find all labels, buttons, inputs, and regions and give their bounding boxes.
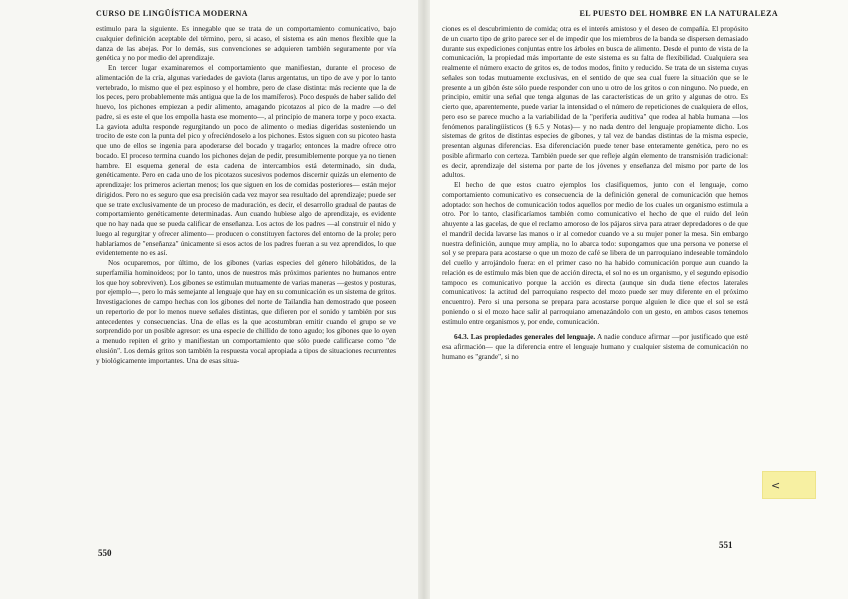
section-text: A nadie conduce afirmar —por justificado que esté esa afirmación— que la diferencia entre el lenguaje humano y cualquier sistema de comunicación no humano es "grande", si no bbox=[442, 332, 748, 361]
left-running-head: CURSO DE LINGÜÍSTICA MODERNA bbox=[96, 9, 248, 18]
chevron-left-icon: < bbox=[771, 478, 781, 492]
left-page-text bbox=[96, 24, 396, 365]
book-gutter bbox=[418, 0, 430, 599]
highlight-annotation[interactable] bbox=[762, 471, 816, 499]
left-paragraph-1: estímulo para la siguiente. Es innegable que se trata de un comportamiento comunicativo, bajo cualquier definición aceptable del término, pero, si acaso, el sistema es aún menos flexible que la danza de las abejas. Por lo demás, sus convenciones se adquieren también seguramente por vía genética y no por medio del aprendizaje. bbox=[96, 24, 396, 63]
left-paragraph-3: Nos ocuparemos, por último, de los gibones (varias especies del género hilobátidos, de la superfamilia hominoideos; por lo tanto, unos de nuestros más próximos parientes no humanos entre los que hoy sobreviven). Los gibones se estimulan mutuamente de varias maneras —gestos y posturas, por ejemplo—, pero lo más semejante al lenguaje que hay en su comunicación es un sistema de gritos. Investigaciones de campo hechas con los gibones del norte de Tailandia han demostrado que poseen un repertorio de por lo menos nueve señales distintas, que difieren por el sonido y también por sus antecedentes y consecuencias. Una de ellas es la que acostumbran emitir cuando el grupo se ve sorprendido por un posible agresor: es una especie de chillido de tono agudo; los gibones que lo oyen a menudo repiten el grito y manifiestan un comportamiento que sólo puede calificarse como "de elusión". Los demás gritos son también la respuesta vocal apropiada a tipos de situaciones recurrentes y biológicamente importantes. Una de esas situa- bbox=[96, 258, 396, 365]
right-running-head: EL PUESTO DEL HOMBRE EN LA NATURALEZA bbox=[579, 9, 778, 18]
section-64-3 bbox=[442, 332, 748, 361]
right-paragraph-2: El hecho de que estos cuatro ejemplos los clasifiquemos, junto con el lenguaje, como comportamiento comunicativo es consecuencia de la definición general de comunicación que hemos adoptado: son hechos de comunicación todos aquellos por medio de los cuales un organismo estimula a otro. Por lo tanto, clasificaríamos también como comunicativo el hecho de que el ruido del león ahuyente a las gacelas, de que el reclamo amoroso de los pájaros sirva para atraer depredadores o de que el mandril decida lavarse las manos o ir al comedor cuando ve a su mujer poner la mesa. Sin embargo nuestra definición, aunque muy amplia, no lo abarca todo: supongamos que una persona ve ponerse el sol y se prepara para acostarse o que un mozo de café se libera de un parroquiano indeseable tomándolo del cuello y arrojándolo fuera: en el primer caso no ha habido comunicación porque aun cuando la relación es de estímulo más bien que de acción directa, el sol no es un organismo, y el segundo episodio tampoco es comunicativo porque la acción es directa (aunque sin duda tiene efectos laterales comunicativos: la actitud del parroquiano respecto del mozo puede ser muy diferente en el próximo encuentro). Pero si una persona se prepara para acostarse porque alguien le dice que el sol se está poniendo o si el mozo hace salir al parroquiano amenazándolo con un gesto, en ambos casos tenemos estímulo entre organismos y, por ende, comunicación. bbox=[442, 180, 748, 326]
section-title: 64.3. Las propiedades generales del lenguaje. bbox=[454, 332, 596, 342]
left-page-number: 550 bbox=[98, 548, 112, 558]
right-page-text bbox=[442, 24, 748, 362]
right-paragraph-1: ciones es el descubrimiento de comida; otra es el interés amistoso y el deseo de compañía. El propósito de un cuarto tipo de grito parece ser el de impedir que los miembros de la banda se dispersen demasiado durante sus expediciones conjuntas entre los árboles en busca de alimento. Desde el punto de vista de la comunicación, la propiedad más importante de este sistema es su falta de flexibilidad. Cualquiera sea realmente el número exacto de gritos es, de todos modos, finito y reducido. Se trata de un sistema cuyas señales son todas mutuamente exclusivas, en el sentido de que sea cual fuere la situación que se le presente a un gibón éste sólo puede responder con uno u otro de los gritos o con ninguno. No puede, en principio, emitir una señal que tenga algunas de las características de un grito y algunas de otro. Es cierto que, aparentemente, puede variar la intensidad o el número de repeticiones de cualquiera de ellos, pero eso se parece mucho a la variabilidad de la "periferia auditiva" que rodea al habla humana —los fenómenos paralingüísticos (§ 6.5 y Notas)— y no nada dentro del lenguaje propiamente dicho. Los sistemas de gritos de distintas especies de gibones, y tal vez de bandas distintas de la misma especie, presentan algunas diferencias. Esa diferenciación puede tener base enteramente genética, pero no es posible afirmarlo con certeza. También puede ser que refleje algún elemento de transmisión tradicional: es decir, aprendizaje del sistema por parte de los jóvenes y enseñanza del mismo por parte de los adultos. bbox=[442, 24, 748, 180]
left-paragraph-2: En tercer lugar examinaremos el comportamiento que manifiestan, durante el proceso de alimentación de la cría, algunas variedades de gaviota (larus argentatus, un tipo de ave y por lo tanto vertebrado, lo mismo que el pez espinoso y el hombre, pero de clase distinta: más reciente que la de los peces, pero probablemente más antigua que la de los mamíferos). Poco después de haber salido del huevo, los pichones empiezan a pedir alimento, amagando picotazos al pico de la madre —o del padre, si es este el que los empolla hasta ese momento—, al principio de manera torpe y poco exacta. La gaviota adulta responde regurgitando un poco de alimento o medias digeridas sosteniendo un trocito de este con la punta del pico y ofreciéndoselo a los pichones. Estos siguen con su picoteo hasta que uno de ellos se ingenia para apoderarse del bocado y tragarlo; entonces la madre ofrece otro bocado. El proceso termina cuando los pichones dejan de pedir, presumiblemente porque ya no tienen hambre. El esquema general de esta cadena de intercambios está determinado, sin duda, genéticamente. Pero en cada uno de los picotazos sucesivos podemos discernir quizás un elemento de aprendizaje: los primeros aciertan menos; los que siguen en los de comidas posteriores— están mejor dirigidos. Pero no es seguro que esa precisión cada vez mayor sea resultado del aprendizaje; puede ser que se trate exclusivamente de un proceso de maduración, es decir, el desarrollo gradual de pautas de comportamiento genéticamente determinadas. Aun cuando hubiese algo de aprendizaje, es evidente que no hay nada que se pueda calificar de enseñanza. Los actos de los padres —al construir el nido y luego al regurgitar y ofrecer alimento— producen o constituyen factores del entorno de la prole; pero hablaríamos de "enseñanza" únicamente si esos actos de los padres fueran a su vez aprendidos, lo que evidentemente no es así. bbox=[96, 63, 396, 258]
right-page-number: 551 bbox=[719, 540, 733, 550]
right-page bbox=[424, 0, 848, 599]
